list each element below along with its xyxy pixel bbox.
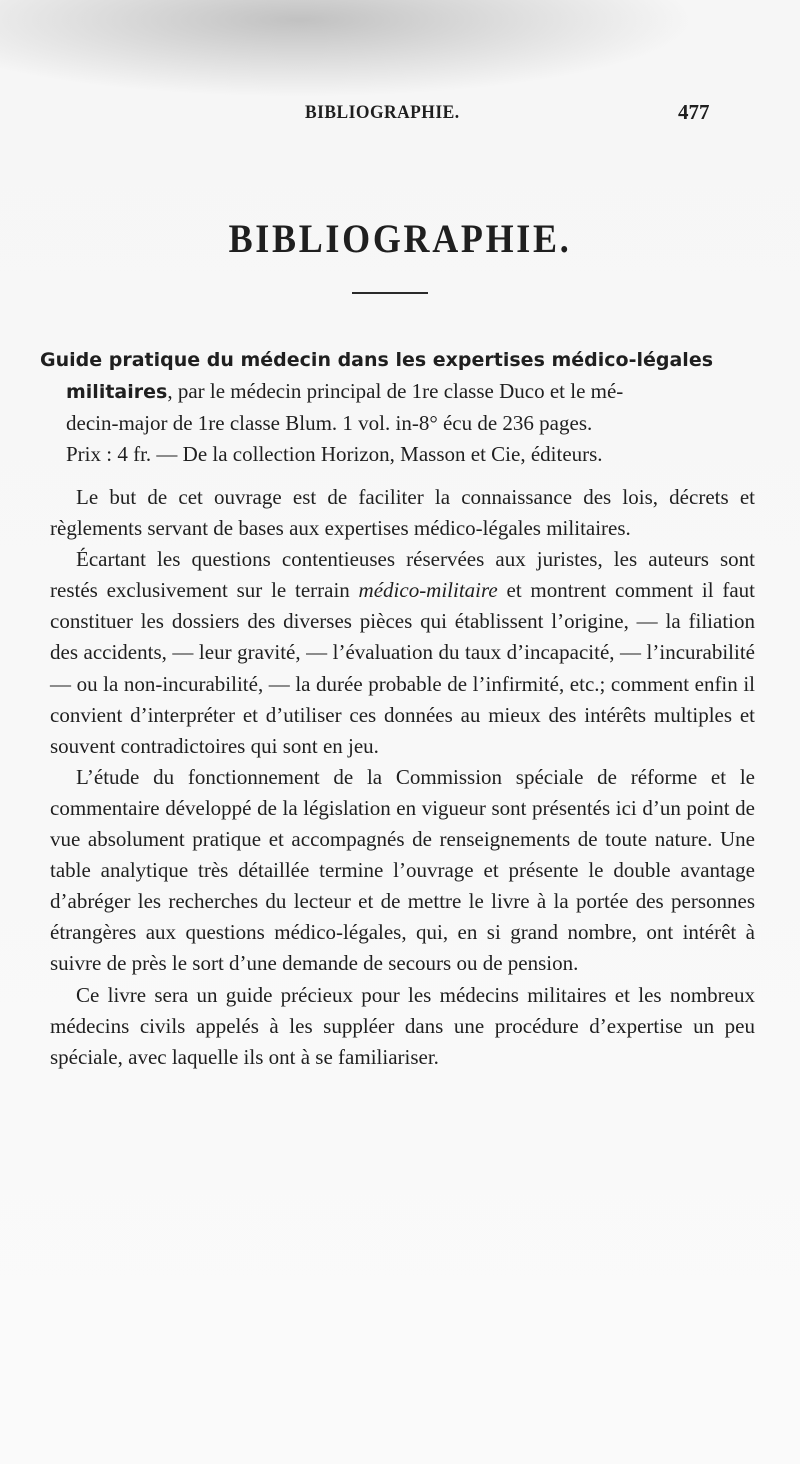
entry-line-1	[40, 344, 755, 376]
paragraph-2	[50, 544, 755, 762]
running-header	[0, 100, 800, 130]
section-title: BIBLIOGRAPHIE.	[228, 216, 572, 261]
entry-line-2	[40, 376, 755, 408]
paragraph-2-start: Écartant les questions contentieuses réservées aux juristes, les auteurs sont restés exclusivement sur le terrain	[50, 547, 755, 603]
entry-line-3: decin-major de 1re classe Blum. 1 vol. in-8° écu de 236 pages.	[66, 411, 593, 435]
entry-authors: , par le médecin principal de 1re classe Duco et le mé-	[167, 379, 624, 403]
paragraph-2-emphasis: médico-militaire	[358, 578, 498, 603]
review-text	[50, 482, 755, 1073]
book-title-continued: militaires	[66, 381, 168, 403]
entry-line-4: Prix : 4 fr. — De la collection Horizon, Masson et Cie, éditeurs.	[66, 442, 603, 466]
page-number: 477	[678, 100, 710, 124]
book-title: Guide pratique du médecin dans les expertises médico-légales	[40, 349, 714, 371]
running-title: BIBLIOGRAPHIE.	[305, 102, 460, 123]
paragraph-2-end: et montrent comment il faut constituer les dossiers des diverses pièces qui établissent l’origine, — la filiation des accidents, — leur gravité, — l’évaluation du taux d’incapacité, — l’incurabilité — ou la non-incurabilité, — la durée probable de l’infirmité, etc.; comment enfin il convient d’interpréter et d’utiliser ces données au mieux des intérêts multiples et souvent contradictoires qui sont en jeu.	[50, 578, 755, 758]
paragraph-3: L’étude du fonctionnement de la Commission spéciale de réforme et le commentaire développé de la législation en vigueur sont présentés ici d’un point de vue absolument pratique et accompagnés de renseignements de toute nature. Une table analytique très détaillée termine l’ouvrage et présente le double avantage d’abréger les recherches du lecteur et de mettre le livre à la portée des personnes étrangères aux questions médico-légales, qui, en si grand nombre, ont intérêt à suivre de près le sort d’une demande de secours ou de pension.	[50, 764, 755, 976]
title-divider	[352, 292, 428, 294]
paragraph-1: Le but de cet ouvrage est de faciliter la connaissance des lois, décrets et règlements servant de bases aux expertises médico-légales militaires.	[50, 485, 755, 541]
bibliographic-entry	[40, 344, 755, 470]
paragraph-4: Ce livre sera un guide précieux pour les médecins militaires et les nombreux médecins civils appelés à les suppléer dans une procédure d’expertise un peu spéciale, avec laquelle ils ont à se familiariser.	[50, 982, 755, 1069]
